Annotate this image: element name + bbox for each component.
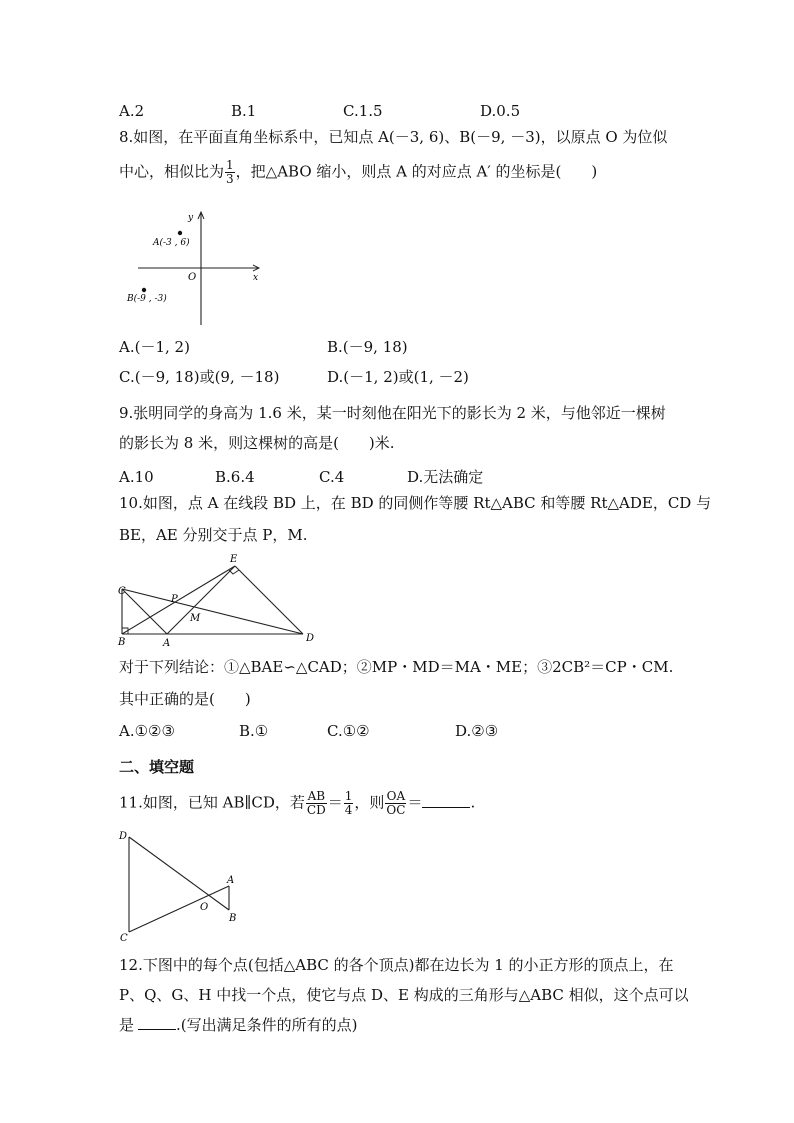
q8-point-a-label: A(-3 , 6) xyxy=(153,238,190,248)
q10-option-c: C.①② xyxy=(327,722,370,740)
q11-label-d: D xyxy=(119,831,128,842)
q10-label-a: A xyxy=(163,638,171,648)
q10-label-e: E xyxy=(230,554,238,565)
q11-fraction-one-quarter: $\frac{1}{4}$ xyxy=(344,789,353,817)
q11-label-o: O xyxy=(200,902,209,913)
q12-text-line1: 12.下图中的每个点(包括△ABC 的各个顶点)都在边长为 1 的小正方形的顶点上，在 xyxy=(119,956,674,974)
q8-option-c: C.(－9, 18)或(9, －18) xyxy=(119,368,280,386)
q10-option-d: D.②③ xyxy=(455,722,499,740)
q8-point-b xyxy=(142,288,146,292)
q10-label-c: C xyxy=(118,586,126,597)
q9-option-a: A.10 xyxy=(119,468,154,486)
q12-text-line3: 是 .(写出满足条件的所有的点) xyxy=(119,1016,358,1034)
q11-label-b: B xyxy=(229,913,237,924)
q10-question: 其中正确的是( ) xyxy=(119,690,251,708)
q10-label-d: D xyxy=(306,633,315,644)
q8-y-axis-label: y xyxy=(188,213,194,223)
q9-option-d: D.无法确定 xyxy=(407,468,484,486)
q9-text-line1: 9.张明同学的身高为 1.6 米，某一时刻他在阳光下的影长为 2 米，与他邻近一棵树 xyxy=(119,404,666,422)
q7-option-d: D.0.5 xyxy=(480,102,521,120)
q12-text-line2: P、Q、G、H 中找一个点，使它与点 D、E 构成的三角形与△ABC 相似，这个点可以 xyxy=(119,986,689,1004)
q8-text-line1: 8.如图，在平面直角坐标系中，已知点 A(－3, 6)、B(－9, －3)，以原点 O 为位似 xyxy=(119,128,668,146)
q12-answer-blank[interactable] xyxy=(138,1015,176,1030)
q8-point-a xyxy=(178,231,182,235)
q8-option-b: B.(－9, 18) xyxy=(327,338,408,356)
q10-text-line1: 10.如图，点 A 在线段 BD 上，在 BD 的同侧作等腰 Rt△ABC 和等腰 Rt△ADE，CD 与 xyxy=(119,494,712,512)
q8-option-a: A.(－1, 2) xyxy=(119,338,190,356)
q11-text: 11.如图，已知 AB∥CD，若 $\frac{AB}{CD}$ ＝ $\frac{1}{4}$ ，则 $\frac{OA}{OC}$ ＝ . xyxy=(119,789,476,817)
q9-text-line2: 的影长为 8 米，则这棵树的高是( )米. xyxy=(119,434,395,452)
q10-triangle-figure xyxy=(112,548,322,648)
q8-option-d: D.(－1, 2)或(1, －2) xyxy=(327,368,469,386)
q10-conclusions: 对于下列结论：①△BAE∽△CAD；②MP・MD＝MA・ME；③2CB²＝CP・CM. xyxy=(119,658,674,676)
q9-option-b: B.6.4 xyxy=(215,468,255,486)
q8-text-line2: 中心，相似比为 $\frac{1}{3}$ ，把△ABO 缩小，则点 A 的对应点 A′ 的坐标是( ) xyxy=(119,158,598,186)
q10-text-line2: BE，AE 分别交于点 P，M. xyxy=(119,526,308,544)
q11-label-a: A xyxy=(227,875,235,886)
q8-x-axis-label: x xyxy=(253,273,259,283)
q10-label-p: P xyxy=(171,594,178,605)
q11-fraction-oa-oc: $\frac{OA}{OC}$ xyxy=(386,789,406,817)
q7-option-c: C.1.5 xyxy=(343,102,383,120)
q8-ratio-fraction: $\frac{1}{3}$ xyxy=(226,158,234,186)
q11-answer-blank[interactable] xyxy=(422,793,470,808)
q7-option-a: A.2 xyxy=(119,102,145,120)
section-heading: 二、填空题 xyxy=(119,758,195,776)
q9-option-c: C.4 xyxy=(319,468,345,486)
q10-label-m: M xyxy=(190,613,201,624)
q8-point-b-label: B(-9 , -3) xyxy=(127,294,167,304)
q11-figure xyxy=(112,826,242,944)
q7-option-b: B.1 xyxy=(231,102,257,120)
q11-label-c: C xyxy=(120,933,128,944)
q10-option-b: B.① xyxy=(239,722,269,740)
q10-option-a: A.①②③ xyxy=(119,722,175,740)
q8-coordinate-figure xyxy=(120,205,270,330)
q10-label-b: B xyxy=(118,637,126,648)
q11-fraction-ab-cd: $\frac{AB}{CD}$ xyxy=(306,789,326,817)
q8-origin-label: O xyxy=(188,272,197,283)
